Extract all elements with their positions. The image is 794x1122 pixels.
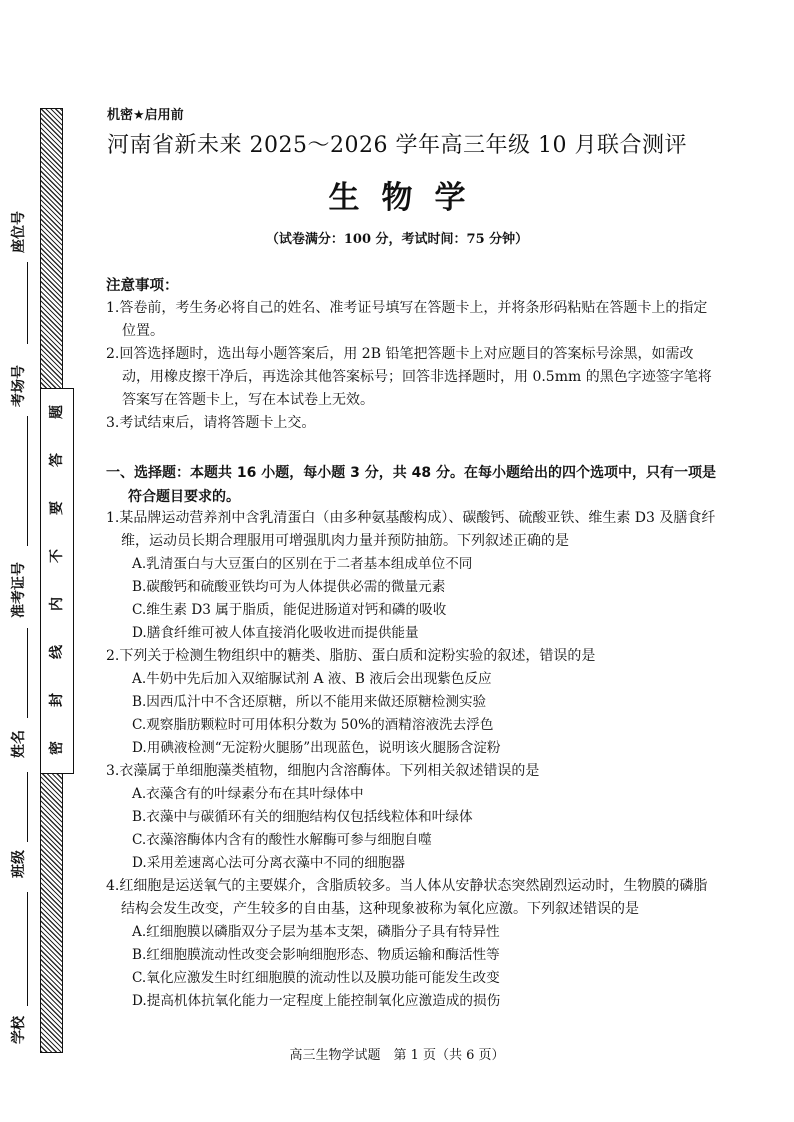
seat-number-line bbox=[27, 262, 28, 344]
notice-title: 注意事项： bbox=[106, 278, 179, 294]
class-label: 班级 bbox=[11, 850, 27, 878]
section-text: 一、选择题：本题共 16 小题，每小题 3 分，共 48 分。在每小题给出的四个选项中，只有一项是符合题目要求的。 bbox=[106, 465, 716, 505]
name-label: 姓名 bbox=[11, 730, 27, 758]
option-c: C.氧化应激发生时红细胞膜的流动性以及膜功能可能发生改变 bbox=[132, 970, 500, 986]
question-stem: 4.红细胞是运送氧气的主要媒介，含脂质较多。当人体从安静状态突然剧烈运动时，生物膜的磷脂结构会发生改变，产生较多的自由基，这种现象被称为氧化应激。下列叙述错误的是 bbox=[106, 878, 708, 917]
seal-char: 封 bbox=[49, 693, 65, 707]
option-a: A.乳清蛋白与大豆蛋白的区别在于二者基本组成单位不同 bbox=[132, 556, 473, 572]
exam-info: （试卷满分：100 分，考试时间：75 分钟） bbox=[265, 232, 529, 247]
option-b: B.碳酸钙和硫酸亚铁均可为人体提供必需的微量元素 bbox=[132, 579, 446, 595]
admission-number-label: 准考证号 bbox=[11, 562, 27, 618]
seal-char: 题 bbox=[49, 405, 65, 419]
exam-room-label: 考场号 bbox=[11, 365, 27, 407]
option-b: B.衣藻中与碳循环有关的细胞结构仅包括线粒体和叶绿体 bbox=[132, 809, 473, 825]
class-line bbox=[27, 892, 28, 1006]
exam-title: 河南省新未来 2025～2026 学年高三年级 10 月联合测评 bbox=[107, 133, 687, 158]
seat-number-label: 座位号 bbox=[11, 211, 27, 253]
option-b: B.因西瓜汁中不含还原糖，所以不能用来做还原糖检测实验 bbox=[132, 694, 487, 710]
page-footer: 高三生物学试题 第 1 页（共 6 页） bbox=[289, 1048, 505, 1063]
option-a: A.衣藻含有的叶绿素分布在其叶绿体中 bbox=[132, 786, 364, 802]
seal-char: 要 bbox=[49, 501, 65, 515]
seal-line-box bbox=[40, 388, 74, 774]
section-heading bbox=[106, 461, 718, 509]
option-b: B.红细胞膜流动性改变会影响细胞形态、物质运输和酶活性等 bbox=[132, 947, 500, 963]
option-c: C.观察脂肪颗粒时可用体积分数为 50%的酒精溶液洗去浮色 bbox=[132, 717, 494, 733]
seal-char: 不 bbox=[49, 549, 65, 563]
admission-number-line bbox=[27, 628, 28, 718]
subject-title: 生物学 bbox=[328, 180, 488, 216]
name-line bbox=[27, 772, 28, 842]
option-d: D.采用差速离心法可分离衣藻中不同的细胞器 bbox=[132, 855, 406, 871]
notice-item: 2.回答选择题时，选出每小题答案后，用 2B 铅笔把答题卡上对应题目的答案标号涂黑，如需改动，用橡皮擦干净后，再选涂其他答案标号；回答非选择题时，用 0.5mm 的黑色字迹签字笔将答案写在答题卡上，写在本试卷上无效。 bbox=[106, 346, 712, 408]
notice-item: 1.答卷前，考生务必将自己的姓名、准考证号填写在答题卡上，并将条形码粘贴在答题卡上的指定位置。 bbox=[106, 300, 708, 339]
seal-char: 答 bbox=[49, 453, 65, 467]
option-d: D.提高机体抗氧化能力一定程度上能控制氧化应激造成的损伤 bbox=[132, 993, 501, 1009]
option-a: A.红细胞膜以磷脂双分子层为基本支架，磷脂分子具有特异性 bbox=[132, 924, 500, 940]
question-stem: 2.下列关于检测生物组织中的糖类、脂肪、蛋白质和淀粉实验的叙述，错误的是 bbox=[106, 648, 596, 664]
exam-room-line bbox=[27, 416, 28, 546]
question-1 bbox=[106, 507, 718, 645]
option-c: C.维生素 D3 属于脂质，能促进肠道对钙和磷的吸收 bbox=[132, 602, 447, 618]
confidential-mark: 机密★启用前 bbox=[107, 108, 184, 123]
question-stem: 1.某品牌运动营养剂中含乳清蛋白（由多种氨基酸构成）、碳酸钙、硫酸亚铁、维生素 D3 及膳食纤维，运动员长期合理服用可增强肌肉力量并预防抽筋。下列叙述正确的是 bbox=[106, 510, 716, 549]
seal-char: 线 bbox=[49, 645, 65, 659]
seal-char: 内 bbox=[49, 597, 65, 611]
question-2 bbox=[106, 645, 718, 760]
option-a: A.牛奶中先后加入双缩脲试剂 A 液、B 液后会出现紫色反应 bbox=[132, 671, 492, 687]
seal-char: 密 bbox=[49, 741, 65, 755]
question-4 bbox=[106, 875, 718, 1013]
option-d: D.膳食纤维可被人体直接消化吸收进而提供能量 bbox=[132, 625, 419, 641]
question-stem: 3.衣藻属于单细胞藻类植物，细胞内含溶酶体。下列相关叙述错误的是 bbox=[106, 763, 540, 779]
option-c: C.衣藻溶酶体内含有的酸性水解酶可参与细胞自噬 bbox=[132, 832, 432, 848]
school-label: 学校 bbox=[11, 1016, 27, 1044]
question-3 bbox=[106, 760, 718, 875]
notice-item: 3.考试结束后，请将答题卡上交。 bbox=[106, 415, 316, 431]
option-d: D.用碘液检测“无淀粉火腿肠”出现蓝色，说明该火腿肠含淀粉 bbox=[132, 740, 501, 756]
notice-list bbox=[106, 297, 718, 435]
